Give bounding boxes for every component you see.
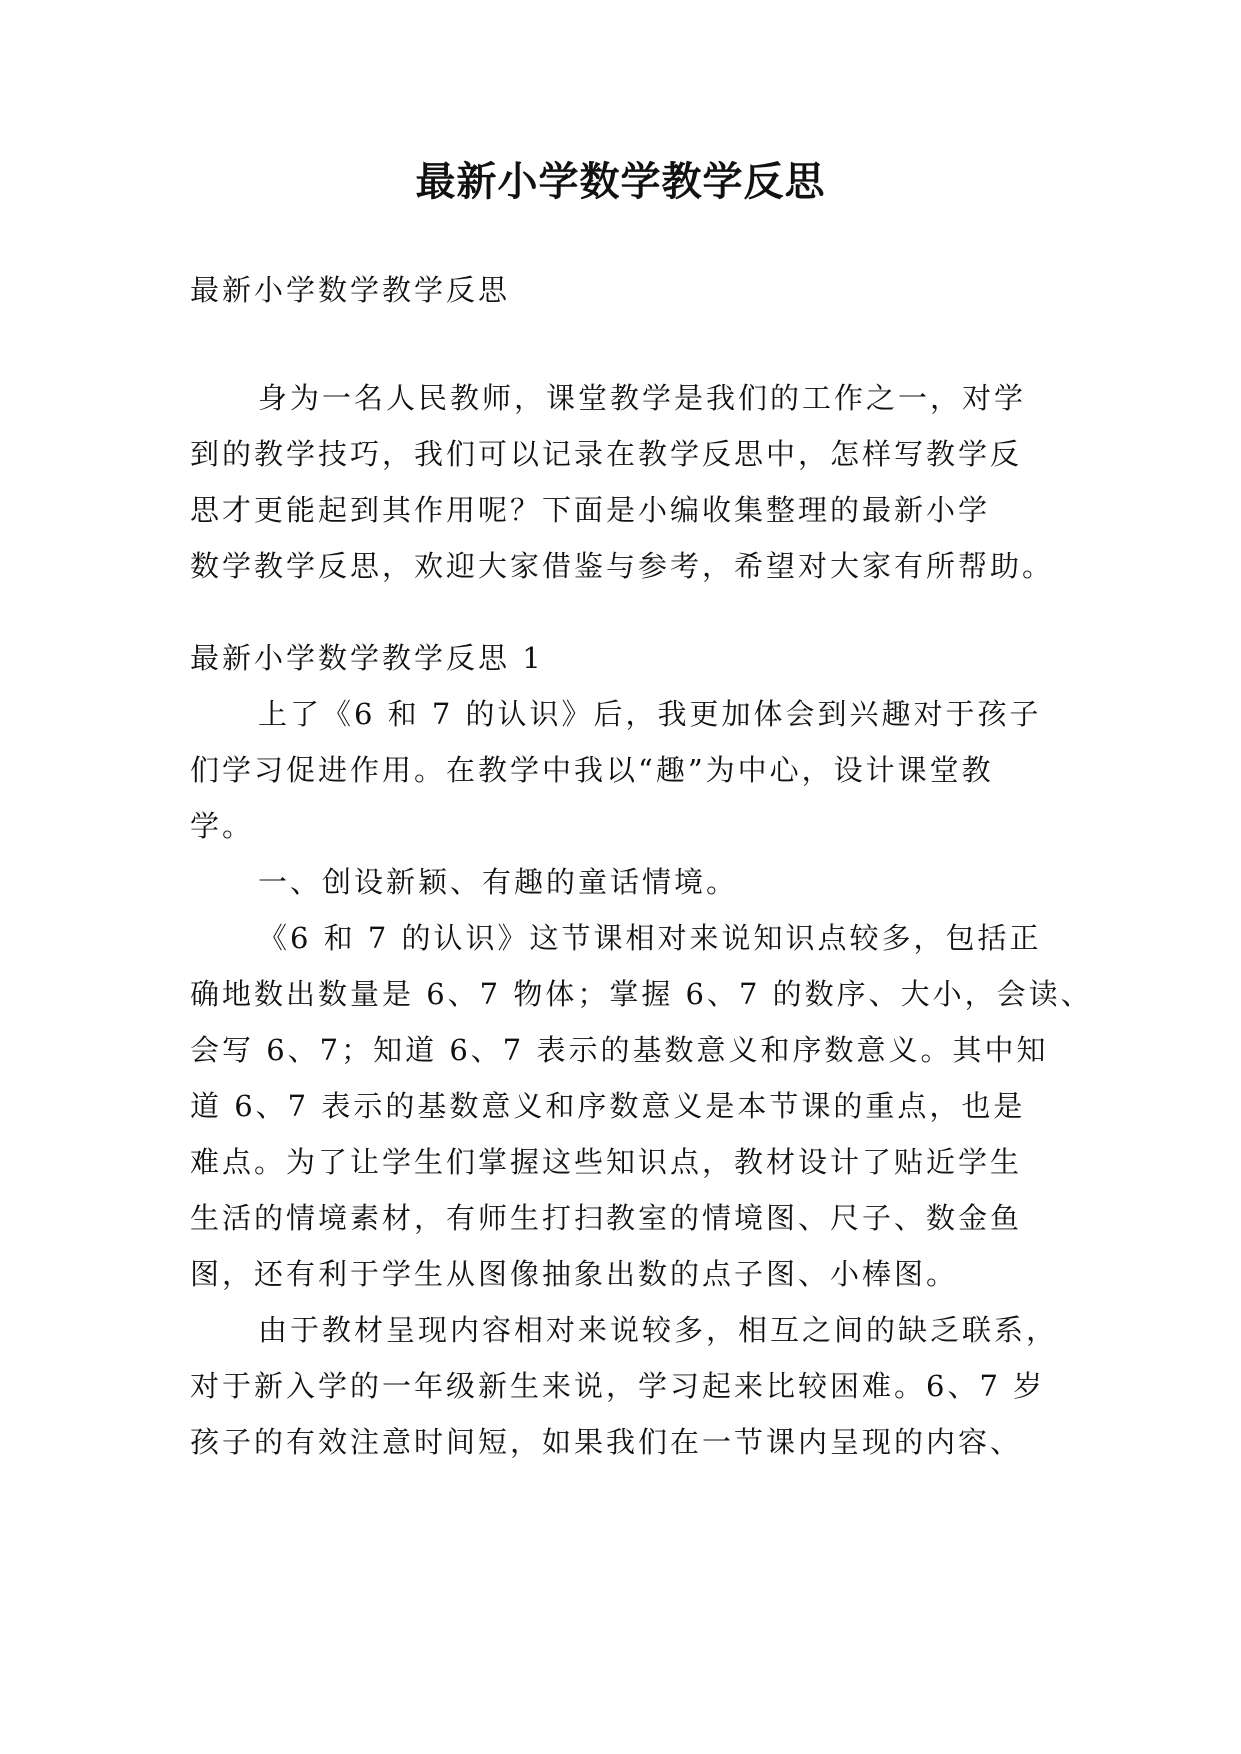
paragraph-gap xyxy=(190,318,1050,370)
body-line: 会写 6、7；知道 6、7 表示的基数意义和序数意义。其中知 xyxy=(190,1033,1049,1067)
body-line: 《6 和 7 的认识》这节课相对来说知识点较多，包括正 xyxy=(258,921,1042,955)
intro-line: 思才更能起到其作用呢？下面是小编收集整理的最新小学 xyxy=(190,493,991,527)
body-line: 由于教材呈现内容相对来说较多，相互之间的缺乏联系， xyxy=(258,1313,1059,1347)
section-heading: 最新小学数学教学反思 1 xyxy=(190,641,544,675)
document-body xyxy=(190,262,1093,1470)
body-line: 道 6、7 表示的基数意义和序数意义是本节课的重点，也是 xyxy=(190,1089,1026,1123)
intro-line: 到的教学技巧，我们可以记录在教学反思中，怎样写教学反 xyxy=(190,437,1023,471)
body-line: 对于新入学的一年级新生来说，学习起来比较困难。6、7 岁 xyxy=(190,1369,1046,1403)
body-line: 学。 xyxy=(190,809,255,843)
body-line: 孩子的有效注意时间短，如果我们在一节课内呈现的内容、 xyxy=(190,1425,1023,1459)
document-title: 最新小学数学教学反思 xyxy=(415,159,826,205)
body-line: 上了《6 和 7 的认识》后，我更加体会到兴趣对于孩子 xyxy=(258,697,1042,731)
body-line: 们学习促进作用。在教学中我以“趣”为中心，设计课堂教 xyxy=(190,753,994,787)
intro-line: 数学教学反思，欢迎大家借鉴与参考，希望对大家有所帮助。 xyxy=(190,549,1055,583)
body-line: 难点。为了让学生们掌握这些知识点，教材设计了贴近学生 xyxy=(190,1145,1023,1179)
body-line: 确地数出数量是 6、7 物体；掌握 6、7 的数序、大小，会读、 xyxy=(190,977,1093,1011)
paragraph-gap xyxy=(190,594,1050,630)
intro-line: 身为一名人民教师，课堂教学是我们的工作之一，对学 xyxy=(258,381,1027,415)
subtitle-line: 最新小学数学教学反思 xyxy=(190,273,511,307)
subsection-heading: 一、创设新颖、有趣的童话情境。 xyxy=(258,865,739,899)
body-line: 生活的情境素材，有师生打扫教室的情境图、尺子、数金鱼 xyxy=(190,1201,1023,1235)
body-line: 图，还有利于学生从图像抽象出数的点子图、小棒图。 xyxy=(190,1257,959,1291)
